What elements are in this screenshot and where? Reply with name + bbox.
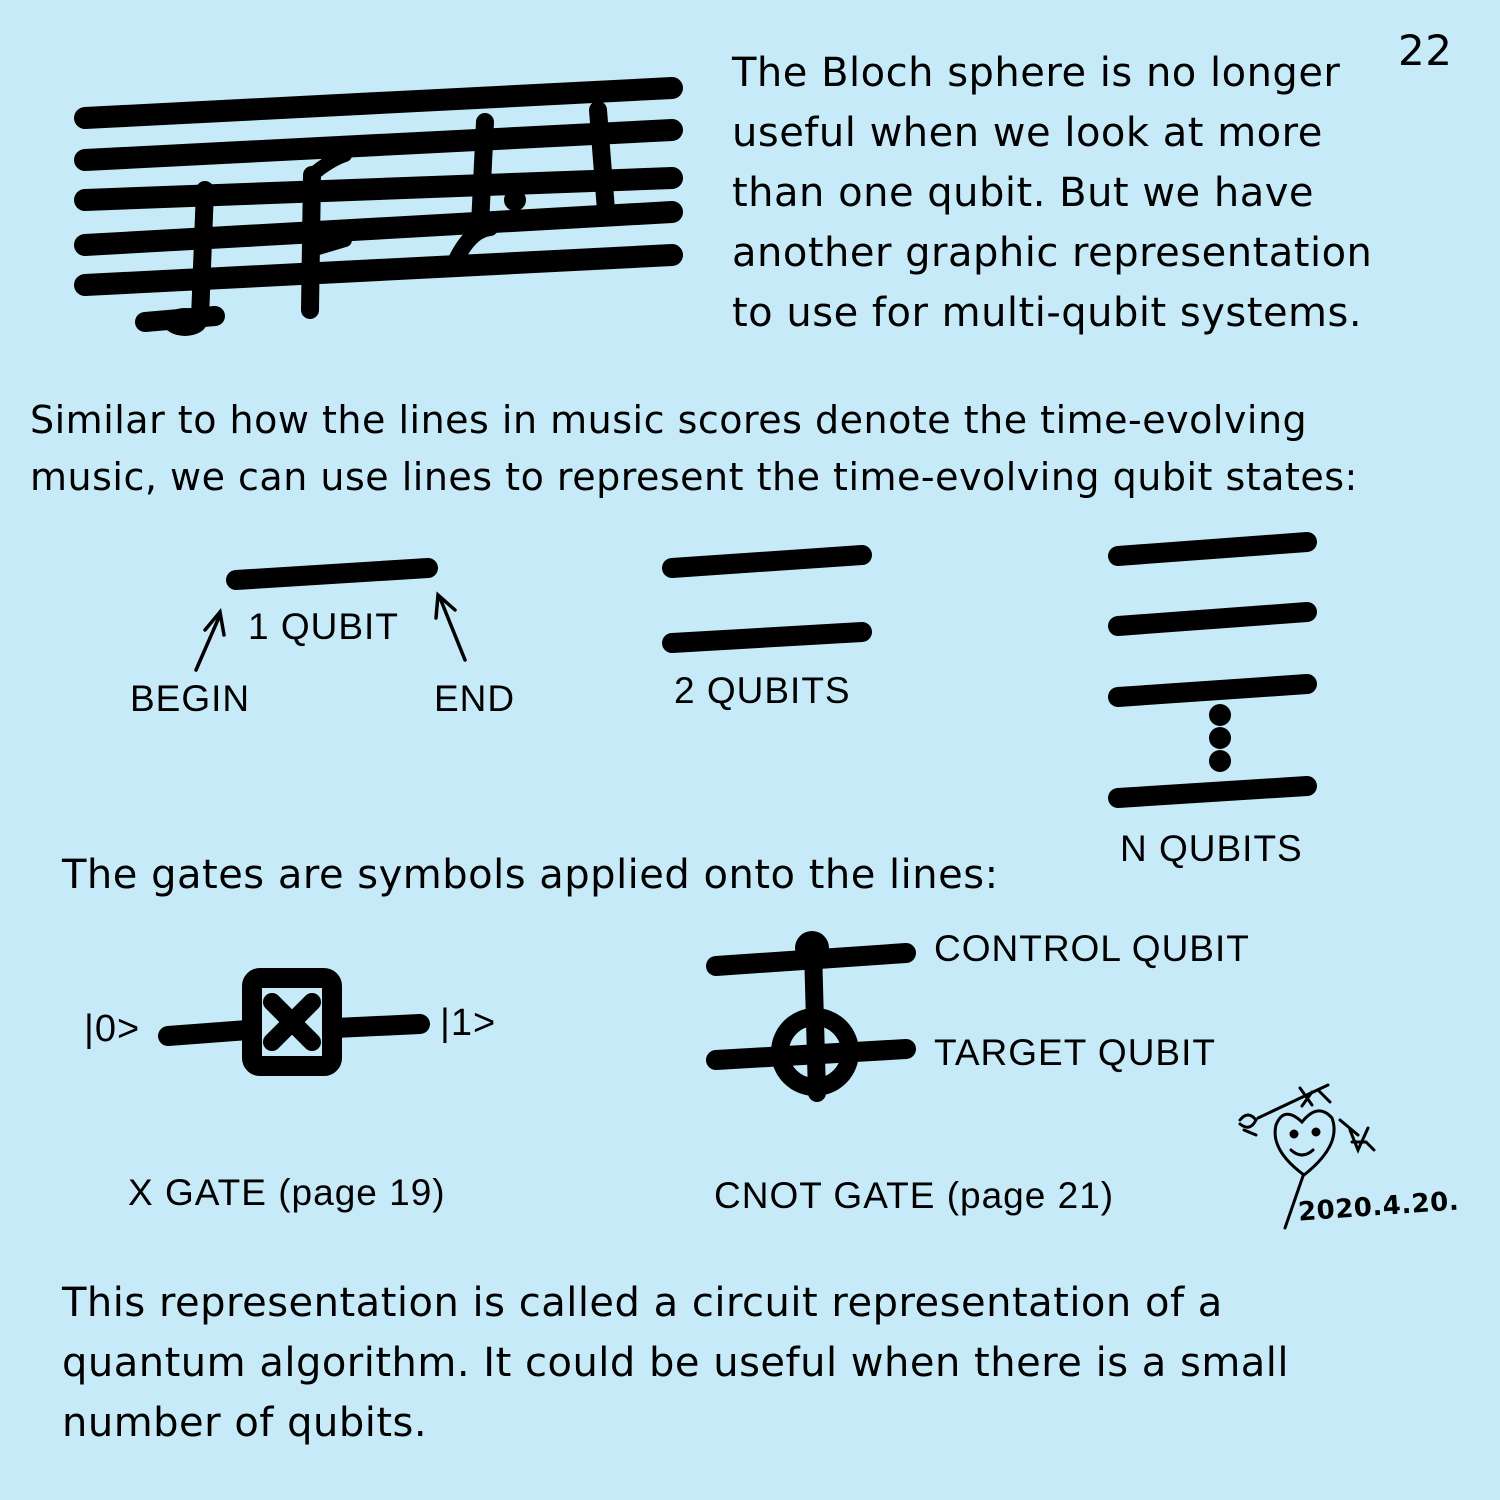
begin-label: BEGIN [130,678,251,719]
music-line: Similar to how the lines in music scores denote the time-evolving [30,398,1308,442]
music-line: music, we can use lines to represent the time-evolving qubit states: [30,455,1358,499]
x-gate-caption: X GATE (page 19) [128,1172,446,1213]
two-qubits-label: 2 QUBITS [674,670,851,711]
conclusion-line: This representation is called a circuit representation of a [62,1280,1223,1326]
cnot-gate-caption: CNOT GATE (page 21) [714,1175,1115,1216]
intro-line: The Bloch sphere is no longer [732,50,1341,96]
intro-line: to use for multi-qubit systems. [732,290,1363,336]
intro-line: than one qubit. But we have [732,170,1314,216]
page-number: 22 [1398,26,1453,75]
one-qubit-line [236,568,428,580]
music-staff [85,88,672,285]
vertical-ellipsis-icon [1209,704,1231,772]
gates-intro: The gates are symbols applied onto the lines: [62,852,999,898]
n-qubits-label: N QUBITS [1120,828,1303,869]
intro-line: useful when we look at more [732,110,1323,156]
intro-line: another graphic representation [732,230,1373,276]
cnot-target-label: TARGET QUBIT [934,1032,1216,1073]
conclusion-line: number of qubits. [62,1400,428,1446]
one-qubit-label: 1 QUBIT [248,606,399,647]
conclusion-line: quantum algorithm. It could be useful when there is a small [62,1340,1290,1386]
two-qubit-lines [672,555,862,643]
signature-date: 2020.4.20. [1297,1186,1461,1228]
x-gate-output-state: |1> [440,1002,497,1044]
x-gate-box-icon [252,978,332,1066]
end-arrow-icon [436,595,465,660]
x-gate-input-state: |0> [84,1008,141,1050]
end-label: END [434,678,516,719]
cnot-control-label: CONTROL QUBIT [934,928,1250,969]
begin-arrow-icon [196,612,224,670]
